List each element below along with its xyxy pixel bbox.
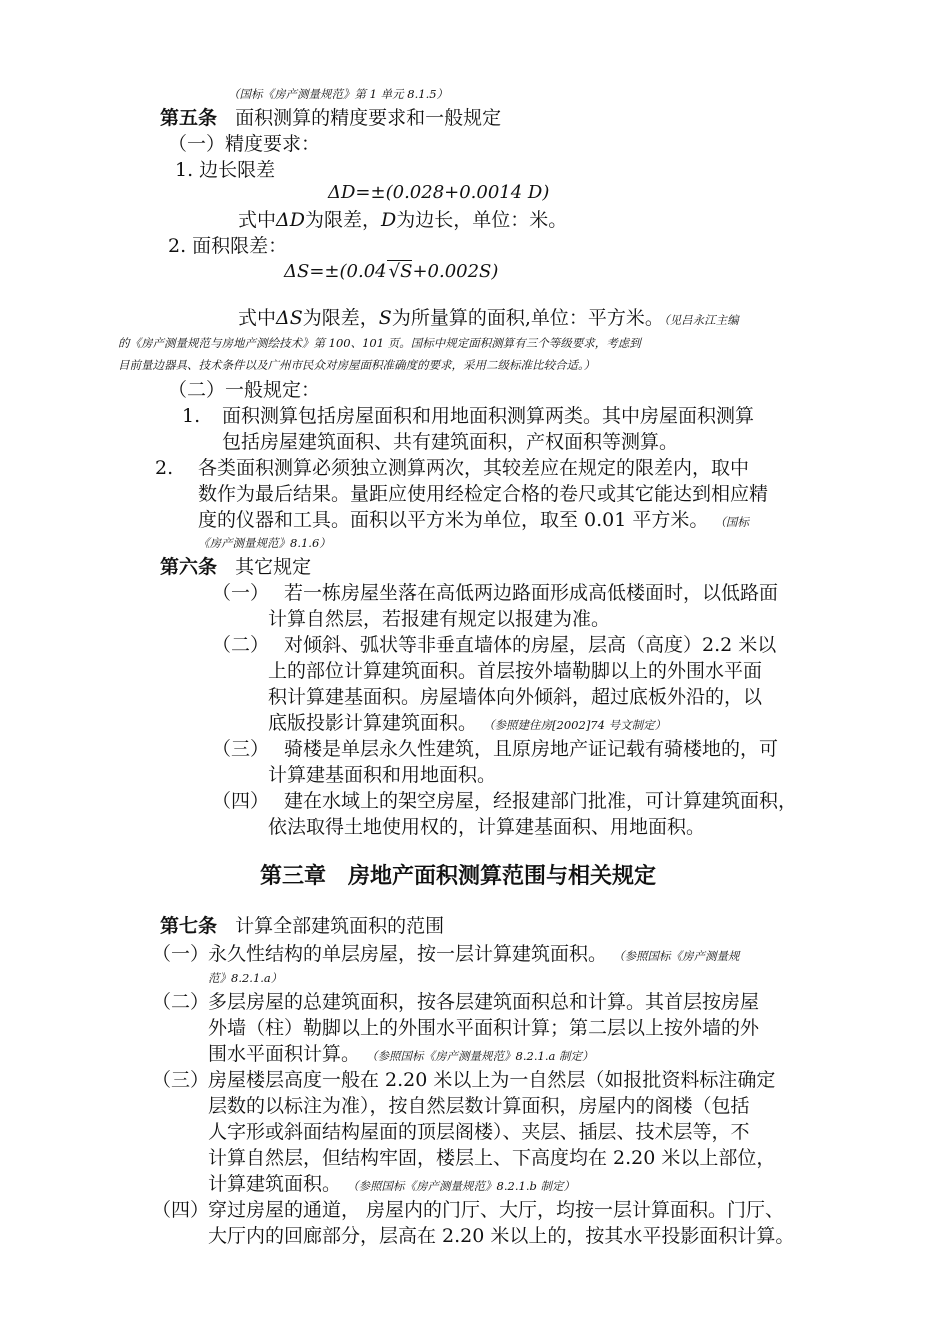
list-number: （二） <box>152 991 210 1013</box>
list-number: 1. <box>182 405 201 427</box>
chapter-title: 第三章 房地产面积测算范围与相关规定 <box>260 864 657 889</box>
symbol: ΔD <box>276 209 305 231</box>
subsection-heading: （二）一般规定： <box>168 379 321 401</box>
reference-note: 《房产测量规范》8.1.6） <box>198 536 331 550</box>
reference-note: （国标《房产测量规范》第 1 单元 8.1.5） <box>228 87 449 101</box>
formula-area-tolerance <box>284 260 498 284</box>
note-text: 式中 <box>238 307 277 329</box>
paragraph-text: 围水平面积计算。 <box>208 1043 361 1065</box>
paragraph-line: 上的部位计算建筑面积。首层按外墙勒脚以上的外围水平面 <box>268 660 763 682</box>
paragraph-line: 建在水域上的架空房屋，经报建部门批准，可计算建筑面积， <box>284 790 798 812</box>
list-number: （四） <box>212 790 270 812</box>
paragraph-line: 积计算建基面积。房屋墙体向外倾斜，超过底板外沿的，以 <box>268 686 763 708</box>
list-number: （三） <box>212 738 270 760</box>
paragraph-line: 数作为最后结果。量距应使用经检定合格的卷尺或其它能达到相应精 <box>198 483 769 505</box>
paragraph-line: 多层房屋的总建筑面积，按各层建筑面积总和计算。其首层按房屋 <box>208 991 760 1013</box>
reference-note: 范》8.2.1.a） <box>208 971 283 985</box>
paragraph-text: 永久性结构的单层房屋，按一层计算建筑面积。 <box>208 943 608 965</box>
formula-part: +0.002S) <box>412 261 499 282</box>
reference-note: （参照国标《房产测量规范》8.2.1.b 制定） <box>347 1179 575 1193</box>
article-label: 第七条 <box>160 915 218 937</box>
article-label: 第五条 <box>160 107 218 129</box>
reference-note: （参照国标《房产测量规 <box>613 949 740 963</box>
formula-note <box>238 306 739 332</box>
paragraph-line: 外墙（柱）勒脚以上的外围水平面积计算；第二层以上按外墙的外 <box>208 1017 760 1039</box>
paragraph-line: 人字形或斜面结构屋面的顶层阁楼）、夹层、插层、技术层等，不 <box>208 1121 750 1143</box>
note-text: 为所量算的面积,单位：平方米。 <box>391 307 664 329</box>
paragraph-line: 依法取得土地使用权的，计算建基面积、用地面积。 <box>268 816 706 838</box>
article-title: 其它规定 <box>235 556 312 578</box>
note-text: 式中 <box>238 209 277 231</box>
paragraph-line: 层数的以标注为准），按自然层数计算面积，房屋内的阁楼（包括 <box>208 1095 750 1117</box>
paragraph-line: 面积测算包括房屋面积和用地面积测算两类。其中房屋面积测算 <box>222 405 755 427</box>
list-number: （一） <box>212 582 270 604</box>
reference-note: （参照建住房[2002]74 号文制定） <box>483 718 667 732</box>
formula-length-tolerance: ΔD=±(0.028+0.0014 D) <box>328 182 550 203</box>
article-title: 面积测算的精度要求和一般规定 <box>235 107 502 129</box>
paragraph-text: 计算建筑面积。 <box>208 1173 342 1195</box>
paragraph-line: 包括房屋建筑面积、共有建筑面积，产权面积等测算。 <box>222 431 679 453</box>
symbol: D <box>381 209 397 231</box>
formula-part: S <box>400 261 413 282</box>
reference-note: （参照国标《房产测量规范》8.2.1.a 制定） <box>366 1049 594 1063</box>
formula-part: ΔS=±(0.04 <box>284 261 387 282</box>
list-number: （二） <box>212 634 270 656</box>
article-5-heading <box>160 106 501 130</box>
symbol: ΔS <box>276 307 303 329</box>
reference-note: （国标 <box>714 515 749 529</box>
reference-note: 目前量边器具、技术条件以及广州市民众对房屋面积准确度的要求，采用二级标准比较合适。） <box>118 358 596 372</box>
paragraph-line: 计算建基面积和用地面积。 <box>268 764 497 786</box>
paragraph-line <box>208 1172 575 1198</box>
note-text: 为限差， <box>304 209 381 231</box>
paragraph-line: 若一栋房屋坐落在高低两边路面形成高低楼面时，以低路面 <box>284 582 779 604</box>
list-number: （三） <box>152 1069 210 1091</box>
list-number: （一） <box>152 943 210 965</box>
list-number: （四） <box>152 1199 210 1221</box>
article-6-heading <box>160 555 311 579</box>
paragraph-text: 底版投影计算建筑面积。 <box>268 712 478 734</box>
paragraph-line: 骑楼是单层永久性建筑，且原房地产证记载有骑楼地的，可 <box>284 738 779 760</box>
sqrt-radicand: √S <box>388 261 413 282</box>
paragraph-text: 度的仪器和工具。面积以平方米为单位，取至 0.01 平方米。 <box>198 509 709 531</box>
list-item: 1. 边长限差 <box>175 159 276 181</box>
article-7-heading <box>160 914 444 938</box>
reference-note: 的《房产测量规范与房地产测绘技术》第 100、101 页。国标中规定面积测算有三个等级要求，考虑到 <box>118 336 641 350</box>
paragraph-line <box>268 711 666 737</box>
paragraph-line: 穿过房屋的通道， 房屋内的门厅、大厅，均按一层计算面积。门厅、 <box>208 1199 785 1221</box>
paragraph-line <box>208 942 740 968</box>
formula-note <box>238 208 567 232</box>
list-item: 2. 面积限差： <box>168 235 288 257</box>
article-title: 计算全部建筑面积的范围 <box>235 915 445 937</box>
paragraph-line: 计算自然层，但结构牢固，楼层上、下高度均在 2.20 米以上部位， <box>208 1147 776 1169</box>
paragraph-line: 大厅内的回廊部分，层高在 2.20 米以上的，按其水平投影面积计算。 <box>208 1225 795 1247</box>
note-text: 为边长，单位：米。 <box>396 209 568 231</box>
list-number: 2. <box>155 457 174 479</box>
article-label: 第六条 <box>160 556 218 578</box>
paragraph-line: 各类面积测算必须独立测算两次，其较差应在规定的限差内，取中 <box>198 457 750 479</box>
note-text: 为限差， <box>302 307 379 329</box>
subsection-heading: （一）精度要求： <box>168 133 321 155</box>
paragraph-line: 对倾斜、弧状等非垂直墙体的房屋，层高（高度）2.2 米以 <box>284 634 777 656</box>
reference-note: （见吕永江主编 <box>663 313 739 327</box>
paragraph-line: 房屋楼层高度一般在 2.20 米以上为一自然层（如报批资料标注确定 <box>208 1069 776 1091</box>
paragraph-line <box>208 1042 594 1068</box>
paragraph-line: 计算自然层，若报建有规定以报建为准。 <box>268 608 611 630</box>
symbol: S <box>378 307 392 329</box>
